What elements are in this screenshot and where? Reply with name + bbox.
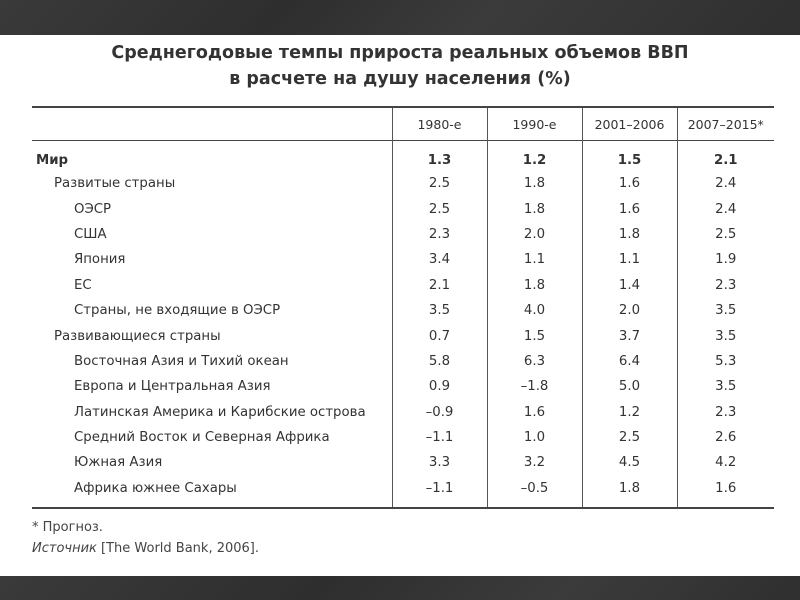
row-label: ЕС	[74, 277, 92, 293]
cell-1990s: 1.8	[487, 273, 582, 298]
row-label: Развивающиеся страны	[54, 328, 221, 344]
cell-2007-2015: 2.4	[677, 196, 774, 221]
row-label: Южная Азия	[74, 455, 163, 471]
cell-2007-2015: 2.5	[677, 222, 774, 247]
row-label: Африка южнее Сахары	[74, 480, 237, 496]
table-row	[32, 476, 774, 507]
cell-1980s: 0.9	[392, 374, 487, 399]
cell-1980s: 3.4	[392, 247, 487, 272]
table-row	[32, 323, 774, 348]
source-line	[32, 538, 259, 559]
cell-1980s: –1.1	[392, 476, 487, 507]
cell-2001-2006: 2.0	[582, 298, 677, 323]
table-notes	[32, 517, 259, 559]
table-bottom-rule	[32, 507, 774, 509]
cell-2007-2015: 2.6	[677, 425, 774, 450]
cell-2007-2015: 3.5	[677, 374, 774, 399]
cell-1980s: –1.1	[392, 425, 487, 450]
row-label: Восточная Азия и Тихий океан	[74, 353, 289, 369]
table-row	[32, 298, 774, 323]
row-label: Мир	[36, 152, 69, 168]
table-row	[32, 171, 774, 196]
title-line-1: Среднегодовые темпы прироста реальных объемов ВВП	[111, 43, 689, 63]
header-cell-2007-2015: 2007–2015*	[677, 107, 774, 141]
cell-1980s: 0.7	[392, 323, 487, 348]
row-label: Страны, не входящие в ОЭСР	[74, 303, 281, 319]
cell-1990s: –1.8	[487, 374, 582, 399]
cell-2007-2015: 2.3	[677, 273, 774, 298]
table-row	[32, 222, 774, 247]
cell-2001-2006: 1.5	[582, 141, 677, 172]
cell-2001-2006: 1.6	[582, 196, 677, 221]
cell-1980s: 2.5	[392, 171, 487, 196]
cell-1980s: 2.1	[392, 273, 487, 298]
table-row	[32, 400, 774, 425]
source-label: Источник	[32, 541, 97, 556]
cell-1980s: 2.3	[392, 222, 487, 247]
header-cell-1990s: 1990-е	[487, 107, 582, 141]
cell-1990s: 6.3	[487, 349, 582, 374]
cell-1980s: 1.3	[392, 141, 487, 172]
row-label: ОЭСР	[74, 201, 112, 217]
cell-1990s: 1.8	[487, 196, 582, 221]
cell-1980s: 3.5	[392, 298, 487, 323]
row-label: Латинская Америка и Карибские острова	[74, 404, 366, 420]
cell-1980s: 2.5	[392, 196, 487, 221]
row-label: Развитые страны	[54, 176, 176, 192]
cell-1990s: 4.0	[487, 298, 582, 323]
bottom-decor-band	[0, 576, 800, 600]
cell-1990s: 1.2	[487, 141, 582, 172]
table-row	[32, 425, 774, 450]
cell-1990s: –0.5	[487, 476, 582, 507]
table-header-row	[32, 107, 774, 141]
table-row	[32, 273, 774, 298]
cell-1990s: 1.5	[487, 323, 582, 348]
cell-1990s: 3.2	[487, 450, 582, 475]
cell-2001-2006: 1.6	[582, 171, 677, 196]
cell-2001-2006: 1.2	[582, 400, 677, 425]
cell-2001-2006: 5.0	[582, 374, 677, 399]
footnote-forecast: * Прогноз.	[32, 520, 103, 535]
cell-2001-2006: 6.4	[582, 349, 677, 374]
top-decor-band	[0, 0, 800, 35]
row-label: Япония	[74, 252, 126, 268]
cell-2001-2006: 4.5	[582, 450, 677, 475]
cell-2007-2015: 5.3	[677, 349, 774, 374]
cell-1990s: 1.1	[487, 247, 582, 272]
cell-1980s: 5.8	[392, 349, 487, 374]
cell-1990s: 1.8	[487, 171, 582, 196]
cell-2001-2006: 1.8	[582, 476, 677, 507]
cell-2007-2015: 1.6	[677, 476, 774, 507]
cell-2001-2006: 3.7	[582, 323, 677, 348]
row-label: Европа и Центральная Азия	[74, 379, 271, 395]
cell-2007-2015: 1.9	[677, 247, 774, 272]
cell-2001-2006: 1.1	[582, 247, 677, 272]
header-cell-label	[32, 107, 392, 141]
cell-1990s: 1.0	[487, 425, 582, 450]
cell-2007-2015: 4.2	[677, 450, 774, 475]
cell-1980s: 3.3	[392, 450, 487, 475]
table-row	[32, 450, 774, 475]
cell-1980s: –0.9	[392, 400, 487, 425]
page-title	[0, 40, 800, 92]
row-label: США	[74, 226, 107, 242]
cell-1990s: 2.0	[487, 222, 582, 247]
table-row	[32, 141, 774, 172]
header-cell-2001-2006: 2001–2006	[582, 107, 677, 141]
row-label: Средний Восток и Северная Африка	[74, 430, 330, 446]
source-text: [The World Bank, 2006].	[96, 541, 259, 556]
gdp-table-container	[32, 106, 774, 507]
table-row	[32, 196, 774, 221]
cell-2007-2015: 3.5	[677, 298, 774, 323]
cell-2007-2015: 2.3	[677, 400, 774, 425]
cell-2001-2006: 1.8	[582, 222, 677, 247]
table-row	[32, 349, 774, 374]
table-row	[32, 247, 774, 272]
cell-2007-2015: 2.4	[677, 171, 774, 196]
table-row	[32, 374, 774, 399]
cell-2007-2015: 3.5	[677, 323, 774, 348]
table-body	[32, 141, 774, 508]
cell-2001-2006: 1.4	[582, 273, 677, 298]
header-cell-1980s: 1980-е	[392, 107, 487, 141]
cell-2001-2006: 2.5	[582, 425, 677, 450]
cell-2007-2015: 2.1	[677, 141, 774, 172]
gdp-growth-table	[32, 106, 774, 507]
title-line-2: в расчете на душу населения (%)	[229, 69, 571, 89]
cell-1990s: 1.6	[487, 400, 582, 425]
